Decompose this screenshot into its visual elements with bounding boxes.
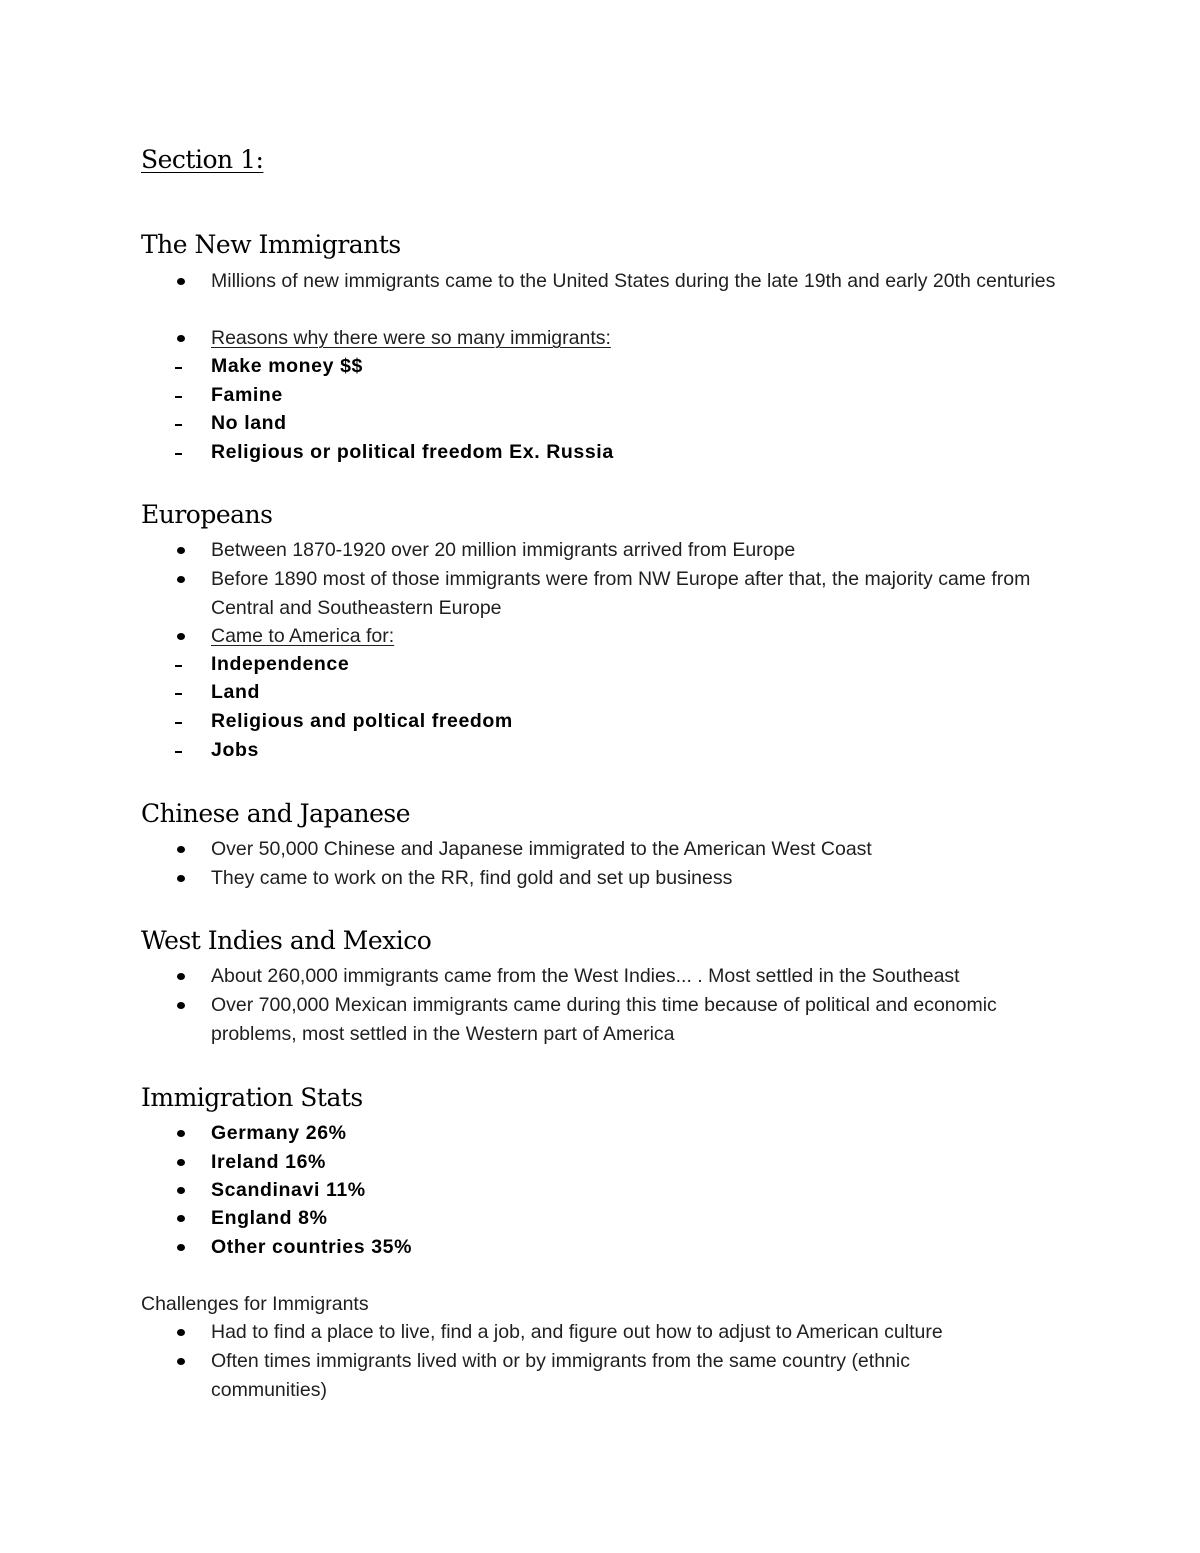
bullet-icon: [175, 1233, 195, 1262]
section-heading-chinese-japanese: Chinese and Japanese: [141, 799, 411, 828]
list-item: Independence: [211, 650, 1071, 679]
list-item: Make money $$: [211, 352, 1071, 381]
list-item: Land: [211, 678, 1071, 707]
bullet-icon: [175, 267, 195, 296]
dash-icon: [175, 409, 195, 438]
list-item: Millions of new immigrants came to the United States during the late 19th and early 20th centuries: [211, 267, 1071, 296]
section-heading-europeans: Europeans: [141, 500, 273, 529]
bullet-icon: [175, 1119, 195, 1148]
bullet-icon: [175, 962, 195, 991]
section-heading-immigration-stats: Immigration Stats: [141, 1083, 363, 1112]
bullet-icon: [175, 1176, 195, 1205]
bullet-icon: [175, 324, 195, 353]
list-item: England 8%: [211, 1204, 1071, 1233]
list-item: Jobs: [211, 736, 1071, 765]
list-item: No land: [211, 409, 1071, 438]
list-item: Over 50,000 Chinese and Japanese immigrated to the American West Coast: [211, 835, 1071, 864]
dash-icon: [175, 381, 195, 410]
dash-icon: [175, 438, 195, 467]
bullet-icon: [175, 1148, 195, 1177]
bullet-icon: [175, 991, 195, 1020]
list-item: Other countries 35%: [211, 1233, 1071, 1262]
list-item: Had to find a place to live, find a job, and figure out how to adjust to American culture: [211, 1318, 1071, 1347]
bullet-icon: [175, 1347, 195, 1376]
bullet-icon: [175, 622, 195, 651]
dash-icon: [175, 678, 195, 707]
list-item: Germany 26%: [211, 1119, 1071, 1148]
list-item: Came to America for:: [211, 622, 1071, 651]
section-heading-new-immigrants: The New Immigrants: [141, 230, 401, 259]
dash-icon: [175, 650, 195, 679]
list-item: Over 700,000 Mexican immigrants came during this time because of political and economic problems, most settled in the Western part of America: [211, 991, 1011, 1049]
document-title: Section 1:: [141, 145, 264, 174]
dash-icon: [175, 707, 195, 736]
dash-icon: [175, 736, 195, 765]
list-item: Religious or political freedom Ex. Russia: [211, 438, 1071, 467]
bullet-icon: [175, 1204, 195, 1233]
list-item: Between 1870-1920 over 20 million immigrants arrived from Europe: [211, 536, 1071, 565]
list-item: Ireland 16%: [211, 1148, 1071, 1177]
list-item: About 260,000 immigrants came from the West Indies... . Most settled in the Southeast: [211, 962, 1071, 991]
bullet-icon: [175, 565, 195, 594]
bullet-icon: [175, 1318, 195, 1347]
bullet-icon: [175, 864, 195, 893]
dash-icon: [175, 352, 195, 381]
list-item: Reasons why there were so many immigrants:: [211, 324, 1071, 353]
bullet-icon: [175, 536, 195, 565]
list-item: Often times immigrants lived with or by immigrants from the same country (ethnic communities): [211, 1347, 1011, 1405]
list-item: They came to work on the RR, find gold and set up business: [211, 864, 1071, 893]
list-item: Religious and poltical freedom: [211, 707, 1071, 736]
bullet-icon: [175, 835, 195, 864]
section-heading-challenges: Challenges for Immigrants: [141, 1293, 369, 1315]
list-item: Scandinavi 11%: [211, 1176, 1071, 1205]
list-item: Famine: [211, 381, 1071, 410]
list-item: Before 1890 most of those immigrants were from NW Europe after that, the majority came from Central and Southeastern Europe: [211, 565, 1031, 623]
section-heading-west-indies-mexico: West Indies and Mexico: [141, 926, 432, 955]
